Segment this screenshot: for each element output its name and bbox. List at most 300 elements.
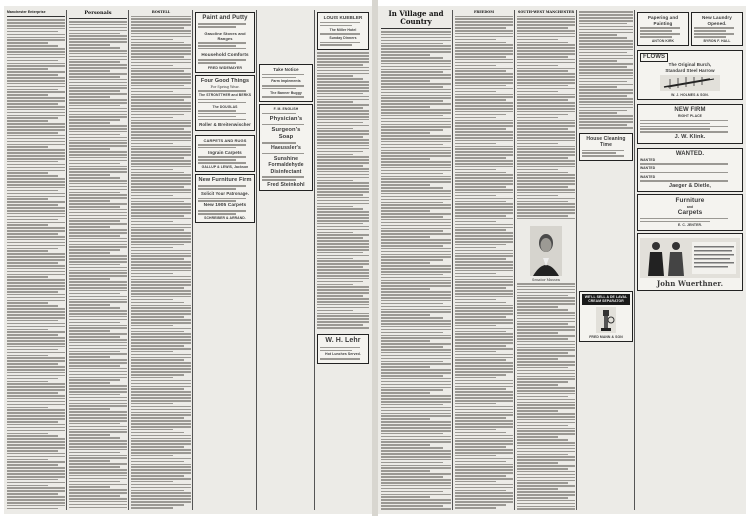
text-line [381,410,451,412]
text-line [381,363,451,365]
text-line [7,63,65,65]
text-line [7,418,65,420]
text-line [455,215,506,217]
text-line [517,21,575,23]
sw-manchester-heading: SOUTH-WEST MANCHESTER [517,10,575,14]
text-line [517,143,558,145]
text-line [381,505,443,507]
text-line [7,181,65,183]
text-line [69,394,120,396]
text-line [7,187,65,189]
text-line [131,73,191,75]
text-line [317,142,369,144]
text-line [7,170,65,172]
text-line [455,279,513,281]
text-line [517,413,575,415]
text-line [317,104,369,106]
text-line [131,227,191,229]
text-line [7,222,65,224]
text-line [317,148,369,150]
text-line [517,376,575,378]
wanted-ad: WANTED. WANTED WANTED WANTED Jaeger & Dietle, [637,148,743,193]
text-line [455,255,513,257]
text-line [381,326,451,328]
text-line [7,175,58,177]
text-line [579,101,633,103]
text-line [131,128,184,130]
text-line [517,485,575,487]
text-line [7,213,65,215]
text-line [317,180,353,182]
text-line [517,180,575,182]
text-line [69,148,110,150]
text-line [317,220,369,222]
text-line [7,112,65,114]
text-line [317,168,369,170]
text-line [381,392,430,394]
text-line [381,118,451,120]
text-line [317,101,353,103]
portrait-image [530,226,562,276]
text-line [517,390,575,392]
text-line [455,232,513,234]
text-line [579,52,627,54]
text-line [7,100,65,102]
text-line [7,242,65,244]
new-laundry-ad: New Laundry Opened. BYRON F. HALL [691,12,743,46]
column-5 [259,10,313,510]
text-line [317,234,369,236]
text-line [455,131,513,133]
text-line [517,387,575,389]
text-line [381,69,451,71]
text-line [131,192,191,194]
text-line [455,47,513,49]
text-line [131,276,191,278]
carpets-ad: CARPETS AND RUGS Ingrain Carpets GALLUP & LEWIS, Jackson [195,135,255,173]
column-1 [7,10,65,510]
text-line [69,449,127,451]
text-line [131,374,184,376]
text-line [7,378,58,380]
text-line [517,218,575,220]
text-line [7,326,65,328]
text-line [517,503,575,505]
text-line [317,249,369,251]
text-line [455,397,513,399]
text-line [7,230,65,232]
text-line [131,504,184,506]
text-line [579,60,617,62]
text-line [455,198,513,200]
text-line [69,189,127,191]
text-line [517,33,575,35]
text-line [69,426,127,428]
text-line [517,24,575,26]
harrow-icon [660,75,720,91]
text-line [579,84,633,86]
text-line [131,409,191,411]
text-line [381,66,451,68]
text-line [69,102,127,104]
text-line [131,42,184,44]
text-line [131,209,191,211]
text-line [455,247,496,249]
text-line [381,494,451,496]
text-line [7,120,48,122]
text-line [455,429,496,431]
text-line [69,351,120,353]
text-line [131,336,191,338]
text-line [517,44,575,46]
portrait-caption: Senator Mussen [532,277,560,282]
text-line [517,465,575,467]
text-line [455,24,513,26]
text-line [381,167,451,169]
text-line [455,183,513,185]
harrow-image [660,75,720,91]
text-line [7,459,48,461]
text-line [7,141,65,143]
text-line [517,329,575,331]
text-line [131,498,191,500]
text-line [455,120,513,122]
text-line [381,389,443,391]
text-line [131,452,191,454]
text-line [131,449,191,451]
text-line [317,324,363,326]
text-line [131,481,173,483]
text-line [69,391,127,393]
text-line [517,419,575,421]
text-line [69,388,127,390]
text-line [381,170,451,172]
flows-harrow-ad: FLOWS The Original Burch, Standard Steel Harrow W. J. HOLMES & SON. [637,50,743,100]
text-line [517,18,575,20]
text-line [455,203,513,205]
text-line [317,243,369,245]
text-line [69,307,120,309]
text-line [381,413,451,415]
cream-separator-icon [596,307,616,333]
text-line [317,99,369,101]
text-line [455,253,513,255]
text-line [7,383,65,385]
text-line [455,50,513,52]
text-line [131,166,191,168]
text-line [517,154,575,156]
text-line [131,466,191,468]
text-line [517,65,558,67]
text-line [69,53,127,55]
text-line [455,307,513,309]
text-line [517,212,575,214]
text-line [517,402,575,404]
text-line [455,394,513,396]
text-line [381,225,451,227]
text-line [381,343,451,345]
text-line [455,420,513,422]
text-line [455,261,513,263]
text-line [381,482,451,484]
text-line [517,491,575,493]
text-line [7,337,65,339]
text-line [7,334,58,336]
text-line [317,185,369,187]
masthead-left: Manchester Enterprise [7,10,46,14]
text-line [7,366,65,368]
text-line [579,124,627,126]
text-line [381,459,451,461]
text-line [131,264,191,266]
text-line [7,461,65,463]
text-line [455,490,506,492]
text-line [69,385,127,387]
text-line [517,448,575,450]
column-5-ads [637,10,743,510]
text-line [131,88,191,90]
papering-painting-ad: Papering and Painting ANTON KIRK [637,12,689,46]
text-line [7,91,65,93]
text-line [7,444,65,446]
text-line [69,498,127,500]
text-line [517,436,558,438]
text-line [455,42,506,44]
text-line [381,190,451,192]
text-line [381,508,451,510]
text-line [317,211,369,213]
text-line [381,332,443,334]
text-line [7,138,65,140]
village-heading: In Village and Country [388,10,444,26]
text-line [317,214,369,216]
text-line [517,215,568,217]
text-line [131,487,191,489]
text-line [381,230,443,232]
text-line [517,326,575,328]
text-line [455,33,513,35]
text-line [455,73,513,75]
text-line [69,163,120,165]
text-line [131,423,191,425]
text-line [517,108,575,110]
text-line [7,227,65,229]
text-line [131,50,191,52]
text-line [381,112,451,114]
text-line [131,140,191,142]
text-line [455,172,506,174]
text-line [517,428,575,430]
text-line [517,399,575,401]
text-line [131,16,191,18]
text-line [317,310,353,312]
text-line [131,348,191,350]
text-line [317,281,363,283]
text-line [7,271,65,273]
text-line [455,59,513,61]
text-line [7,83,65,85]
text-line [381,340,430,342]
text-line [517,396,568,398]
text-line [381,436,451,438]
text-line [69,489,127,491]
text-line [455,62,513,64]
text-line [317,232,353,234]
text-line [517,373,575,375]
text-line [7,467,65,469]
text-line [455,339,513,341]
text-line [131,163,191,165]
text-line [317,266,363,268]
text-line [131,122,191,124]
text-line [517,381,568,383]
news-text-block [455,16,513,511]
text-line [317,162,369,164]
text-line [131,76,191,78]
text-line [69,353,127,355]
text-line [455,250,513,252]
text-line [7,216,65,218]
text-line [69,345,127,347]
text-line [69,67,127,69]
text-line [517,68,575,70]
text-line [517,416,575,418]
text-line [455,487,513,489]
text-line [579,110,627,112]
text-line [455,114,506,116]
text-line [517,56,568,58]
text-line [317,327,369,329]
text-line [381,369,451,371]
text-line [131,420,191,422]
text-line [131,218,191,220]
text-line [131,351,173,353]
text-line [131,464,191,466]
text-line [69,405,127,407]
text-line [7,450,58,452]
text-line [517,53,575,55]
text-line [317,154,353,156]
text-line [455,85,506,87]
text-line [381,63,451,65]
text-line [517,344,575,346]
text-line [579,40,633,42]
text-line [455,39,496,41]
text-line [317,133,369,135]
text-line [517,338,568,340]
text-line [131,400,191,402]
text-line [455,417,506,419]
text-line [7,80,65,82]
text-line [7,22,65,24]
text-line [7,456,65,458]
text-line [381,181,451,183]
text-line [517,295,568,297]
text-line [317,128,353,130]
text-line [517,456,575,458]
text-line [7,398,65,400]
text-line [69,73,127,75]
text-line [517,169,558,171]
text-line [69,186,127,188]
text-line [579,92,633,94]
text-line [69,310,127,312]
text-line [131,475,184,477]
text-line [579,23,627,25]
text-line [517,134,575,136]
text-line [69,134,120,136]
text-line [381,502,451,504]
text-line [69,258,127,260]
text-line [69,408,110,410]
text-line [517,358,558,360]
text-line [455,501,513,503]
text-line [317,165,363,167]
text-line [69,206,120,208]
text-line [317,258,353,260]
text-line [317,151,363,153]
text-line [7,282,65,284]
text-line [517,163,575,165]
text-line [381,97,451,99]
text-line [579,26,633,28]
text-line [69,264,120,266]
text-line [131,354,191,356]
text-line [131,65,173,67]
text-line [7,103,58,105]
text-line [69,327,127,329]
text-line [517,88,575,90]
text-line [131,319,191,321]
text-line [455,383,513,385]
text-line [7,248,58,250]
text-line [517,286,575,288]
text-line [317,182,369,184]
text-line [455,76,513,78]
text-line [455,146,513,148]
text-line [7,149,65,151]
news-text-block [131,16,191,511]
text-line [317,119,369,121]
text-line [7,369,65,371]
text-line [131,394,191,396]
text-line [69,171,127,173]
text-line [317,240,369,242]
text-line [131,490,184,492]
text-line [455,221,496,223]
text-line [317,278,369,280]
text-line [317,315,369,317]
text-line [455,469,513,471]
text-line [517,323,568,325]
text-line [381,103,451,105]
text-line [381,291,451,293]
text-line [131,273,173,275]
text-line [517,27,568,29]
text-line [317,301,369,303]
text-line [69,33,120,35]
text-line [69,174,110,176]
text-line [455,284,513,286]
text-line [69,304,110,306]
text-line [131,359,184,361]
text-line [69,463,127,465]
text-line [517,209,575,211]
text-line [517,318,575,320]
text-line [381,48,451,50]
text-line [579,75,633,77]
text-line [7,106,65,108]
